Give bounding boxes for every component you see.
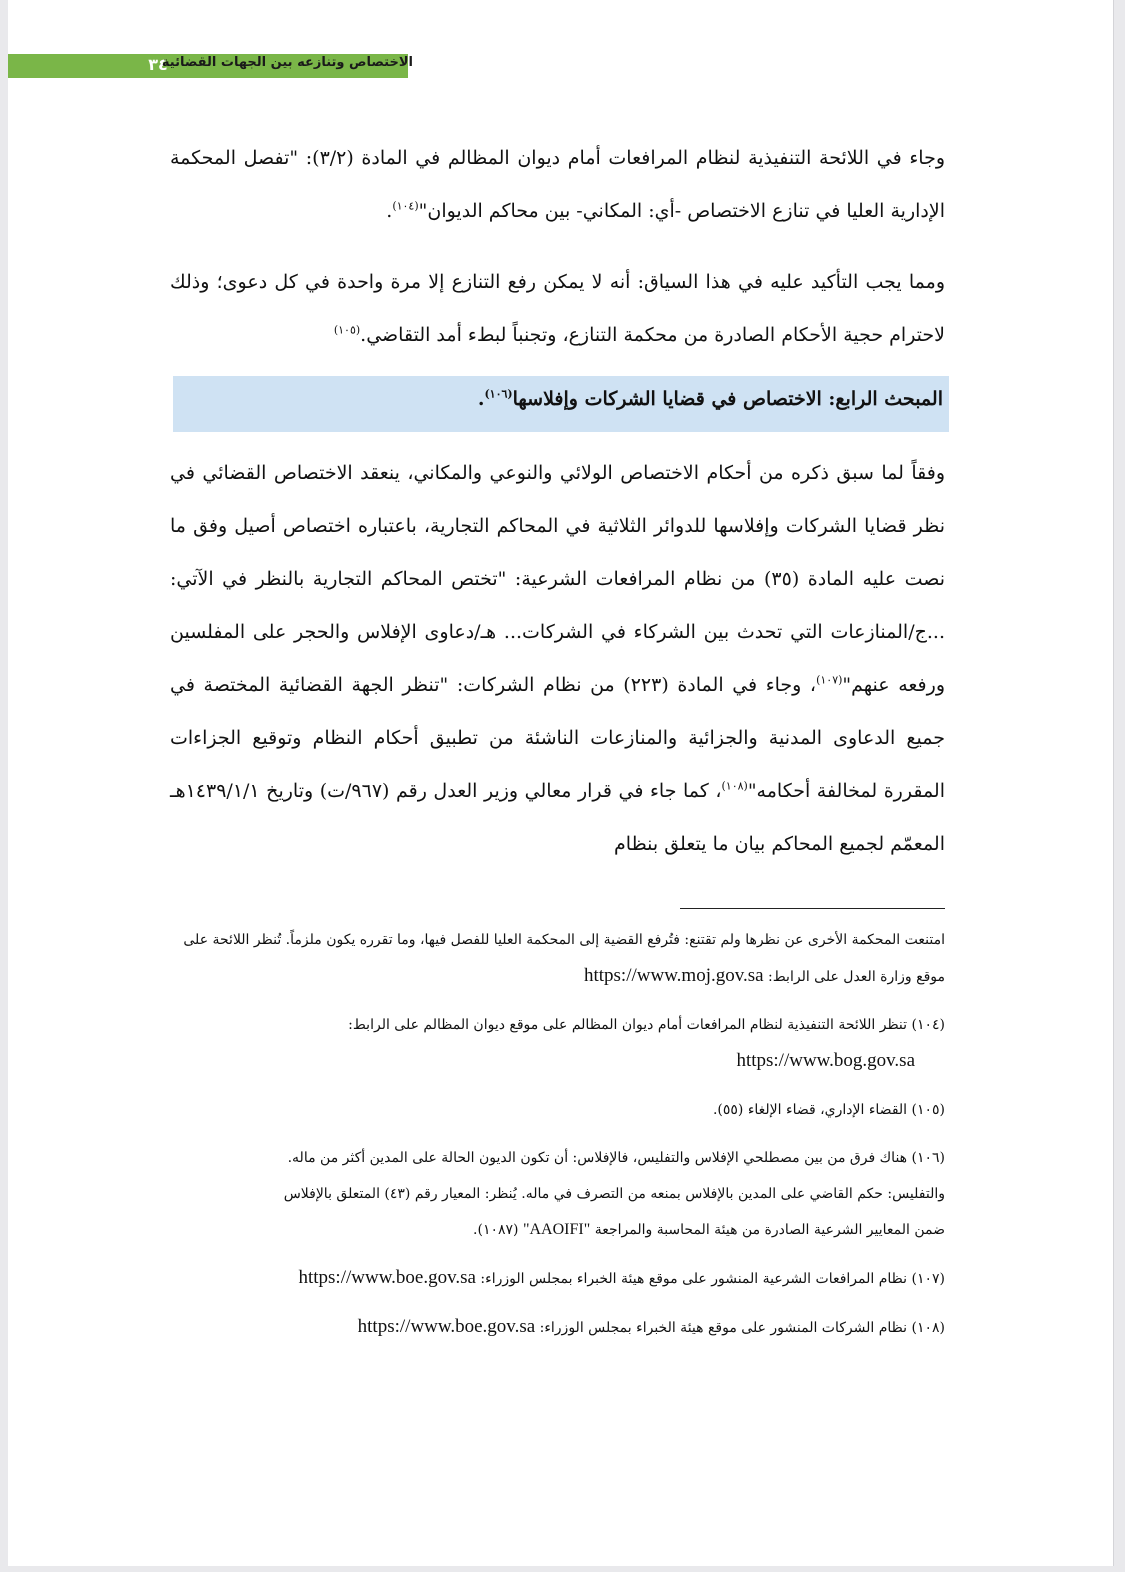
footnote-continued bbox=[175, 922, 945, 995]
paragraph-3 bbox=[170, 447, 945, 871]
footnote-ref-105[interactable]: (١٠٥) bbox=[333, 323, 361, 337]
paragraph-2-text: ومما يجب التأكيد عليه في هذا السياق: أنه لا يمكن رفع التنازع إلا مرة واحدة في كل دعوى؛ وذلك لاحترام حجية الأحكام الصادرة من محكمة التنازع، وتجنباً لبطء أمد التقاضي. bbox=[170, 271, 945, 346]
footnote-separator bbox=[680, 908, 945, 909]
footnote-108-text: (١٠٨) نظام الشركات المنشور على موقع هيئة الخبراء بمجلس الوزراء: bbox=[539, 1320, 945, 1336]
section-heading bbox=[478, 388, 943, 410]
section-heading-end: . bbox=[477, 388, 485, 410]
footnote-ref-104[interactable]: (١٠٤) bbox=[392, 199, 419, 213]
section-heading-text: المبحث الرابع: الاختصاص في قضايا الشركات وإفلاسها bbox=[512, 388, 943, 410]
moj-link[interactable]: https://www.moj.gov.sa bbox=[583, 965, 764, 986]
footnote-ref-106[interactable]: (١٠٦) bbox=[484, 387, 513, 401]
footnote-106-line-3c: (١٠٨٧). bbox=[473, 1222, 519, 1238]
document-page bbox=[8, 0, 1114, 1566]
footnote-104-text: (١٠٤) تنظر اللائحة التنفيذية لنظام المرافعات أمام ديوان المظالم على موقع ديوان المظالم على الرابط: bbox=[348, 1017, 945, 1033]
footnote-106 bbox=[175, 1140, 945, 1248]
page-header bbox=[8, 54, 1113, 78]
footnote-107 bbox=[175, 1260, 945, 1297]
paragraph-3-part2: ، وجاء في المادة (٢٢٣) من نظام الشركات: "تنظر الجهة القضائية المختصة في جميع الدعاوى المدنية والجزائية والمنازعات الناشئة من تطبيق أحكام النظام وتوقيع الجزاءات المقررة لمخالفة أحكامه" bbox=[170, 674, 945, 802]
running-title: الاختصاص وتنازعه بين الجهات القضائية bbox=[161, 55, 413, 70]
footnote-106-line-3a: ضمن المعايير الشرعية الصادرة من هيئة المحاسبة والمراجعة bbox=[594, 1222, 945, 1238]
paragraph-1 bbox=[170, 132, 945, 238]
boe-link-107[interactable]: https://www.boe.gov.sa bbox=[298, 1267, 476, 1288]
paragraph-1-end: . bbox=[386, 200, 393, 222]
footnotes-section bbox=[175, 922, 945, 1358]
paragraph-3-part1: وفقاً لما سبق ذكره من أحكام الاختصاص الولائي والنوعي والمكاني، ينعقد الاختصاص القضائي في نظر قضايا الشركات وإفلاسها للدوائر الثلاثية في المحاكم التجارية، باعتباره اختصاص أصيل وفق ما نصت عليه المادة (٣٥) من نظام المرافعات الشرعية: "تختص المحاكم التجارية بالنظر في الآتي: ...ج/المنازعات التي تحدث بين الشركاء في الشركات... هـ/دعاوى الإفلاس والحجر على المفلسين ورفعه عنهم" bbox=[170, 462, 946, 696]
section-heading-box bbox=[173, 376, 949, 432]
footnote-105: (١٠٥) القضاء الإداري، قضاء الإلغاء (٥٥). bbox=[712, 1102, 945, 1118]
paragraph-1-text: وجاء في اللائحة التنفيذية لنظام المرافعات أمام ديوان المظالم في المادة (٣/٢): "تفصل المحكمة الإدارية العليا في تنازع الاختصاص -أي: المكاني- بين محاكم الديوان" bbox=[170, 147, 945, 222]
page-number: ٣٤ bbox=[148, 55, 168, 74]
paragraph-2 bbox=[170, 256, 945, 362]
footnote-104 bbox=[175, 1007, 945, 1080]
footnote-108 bbox=[175, 1309, 945, 1346]
paragraph-3-part3: ، كما جاء في قرار معالي وزير العدل رقم (٩٦٧/ت) وتاريخ ١٤٣٩/١/١هـ المعمّم لجميع المحاكم بيان ما يتعلق بنظام bbox=[170, 780, 945, 855]
footnote-ref-107[interactable]: (١٠٧) bbox=[816, 673, 843, 687]
bog-link[interactable]: https://www.bog.gov.sa bbox=[736, 1050, 915, 1071]
footnote-continued-text: امتنعت المحكمة الأخرى عن نظرها ولم تقتنع: فتُرفع القضية إلى المحكمة العليا للفصل فيها، وما تقرره يكون ملزماً. تُنظر اللائحة على موقع وزارة العدل على الرابط: bbox=[183, 932, 945, 985]
footnote-106-line-1: (١٠٦) هناك فرق من بين مصطلحي الإفلاس والتفليس، فالإفلاس: أن تكون الديون الحالة على المدين أكثر من ماله. bbox=[287, 1150, 945, 1166]
footnote-107-text: (١٠٧) نظام المرافعات الشرعية المنشور على موقع هيئة الخبراء بمجلس الوزراء: bbox=[480, 1271, 945, 1287]
boe-link-108[interactable]: https://www.boe.gov.sa bbox=[357, 1316, 536, 1337]
footnote-106-line-2: والتفليس: حكم القاضي على المدين بالإفلاس بمنعه من التصرف في ماله. يُنظر: المعيار رقم (٤٣) المتعلق بالإفلاس bbox=[283, 1186, 945, 1202]
footnote-ref-108[interactable]: (١٠٨) bbox=[721, 779, 748, 793]
aaoifi-label: "AAOIFI" bbox=[522, 1221, 591, 1238]
